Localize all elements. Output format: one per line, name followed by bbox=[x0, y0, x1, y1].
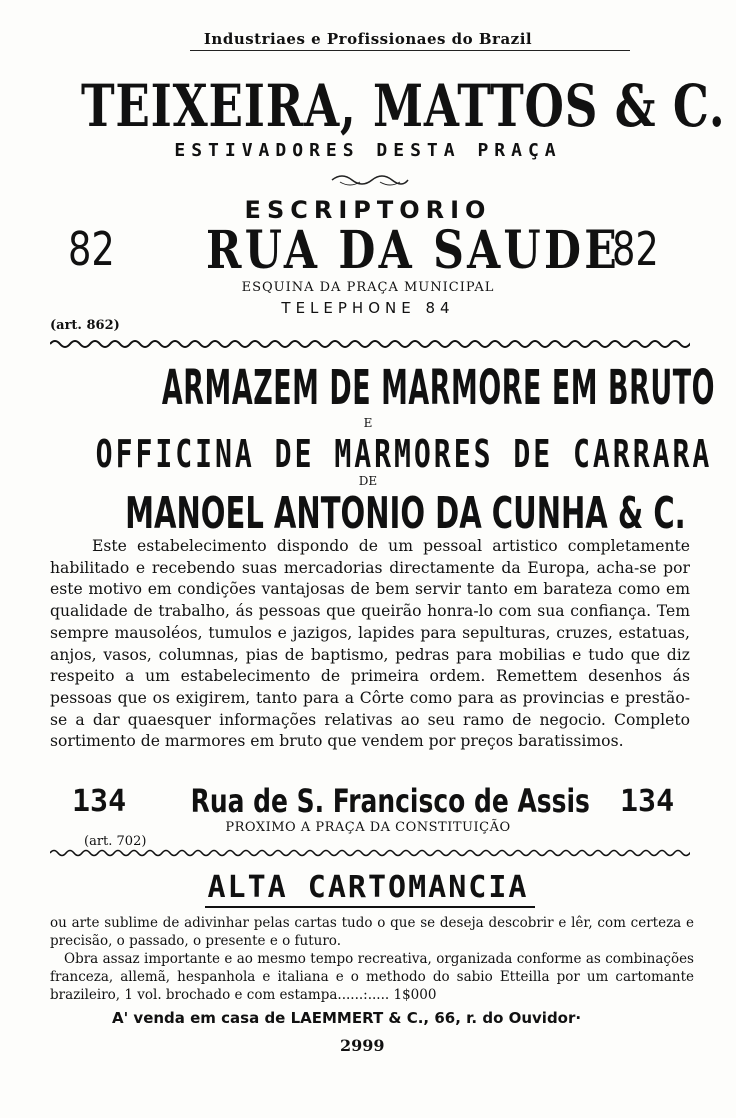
ad2-address-number-left: 134 bbox=[72, 784, 127, 819]
ad1-address-number-left: 82 bbox=[68, 222, 115, 276]
ad2-title-officina: OFFICINA DE MARMORES DE CARRARA bbox=[95, 432, 713, 476]
ad2-conjunction-de: DE bbox=[358, 474, 378, 488]
ad3-price: 1$000 bbox=[393, 987, 437, 1003]
ad3-paragraph-2 bbox=[50, 950, 694, 1004]
ad1-telephone: TELEPHONE 84 bbox=[281, 299, 455, 317]
ad3-paragraph-2-text: Obra assaz importante e ao mesmo tempo recreativa, organizada conforme as combinações franceza, allemã, hespanhola e italiana e o methodo do sabio Etteilla por um cartomante brazileiro, 1 vol. brochado e com estampa......:..... bbox=[50, 951, 694, 1003]
ad2-address-number-right: 134 bbox=[620, 784, 675, 819]
ad2-street: Rua de S. Francisco de Assis bbox=[190, 782, 590, 820]
ad3-paragraph-1: ou arte sublime de adivinhar pelas cartas tudo o que se deseja descobrir e lêr, com certeza e precisão, o passado, o presente e o futuro. bbox=[50, 915, 694, 949]
ad1-street: RUA DA SAUDE bbox=[206, 220, 621, 281]
header-rule bbox=[190, 50, 630, 51]
page-number: 2999 bbox=[340, 1036, 385, 1055]
ad3-title: ALTA CARTOMANCIA bbox=[207, 870, 529, 905]
flourish-ornament bbox=[330, 170, 410, 188]
ad1-trade: ESTIVADORES DESTA PRAÇA bbox=[174, 140, 562, 161]
ad1-corner: ESQUINA DA PRAÇA MUNICIPAL bbox=[241, 280, 495, 295]
ad2-body-paragraph: Este estabelecimento dispondo de um pessoal artistico completamente habilitado e recebendo suas mercadorias directamente da Europa, acha-se por este motivo em condições vantajosas de bem servir tanto em barateza como em qualidade de trabalho, ás pessoas que queirão honra-lo com sua confiança. Tem sempre mausoléos, tumulos e jazigos, lapides para sepulturas, cruzes, estatuas, anjos, vasos, columnas, pias de baptismo, pedras para mobilias e tudo que diz respeito a um estabelecimento de primeira ordem. Remettem desenhos ás pessoas que os exigirem, tanto para a Côrte como para as provincias e prestão-se a dar quaesquer informações relativas ao seu ramo de negocio. Completo sortimento de marmores em bruto que vendem por preços baratissimos. bbox=[50, 537, 690, 751]
ad1-office-label: ESCRIPTORIO bbox=[244, 196, 492, 224]
ad1-address-number-right: 82 bbox=[612, 222, 659, 276]
ad2-title-armazem: ARMAZEM DE MARMORE EM BRUTO bbox=[161, 360, 716, 416]
ad2-conjunction-e: E bbox=[363, 416, 373, 430]
ad3-title-underline bbox=[205, 906, 535, 908]
wavy-divider-2 bbox=[50, 848, 690, 858]
running-head: Industriaes e Profissionaes do Brazil bbox=[203, 30, 533, 48]
ad2-article-ref: (art. 702) bbox=[84, 834, 147, 849]
ad1-article-ref: (art. 862) bbox=[50, 318, 120, 333]
ad3-sale-line: A' venda em casa de LAEMMERT & C., 66, r. do Ouvidor· bbox=[112, 1009, 582, 1027]
ad2-nearby: PROXIMO A PRAÇA DA CONSTITUIÇÃO bbox=[225, 820, 511, 835]
ad1-firm-name: TEIXEIRA, MATTOS & C. bbox=[80, 72, 726, 140]
ad2-firm-name: MANOEL ANTONIO DA CUNHA & C. bbox=[125, 488, 686, 539]
wavy-divider bbox=[50, 338, 690, 350]
